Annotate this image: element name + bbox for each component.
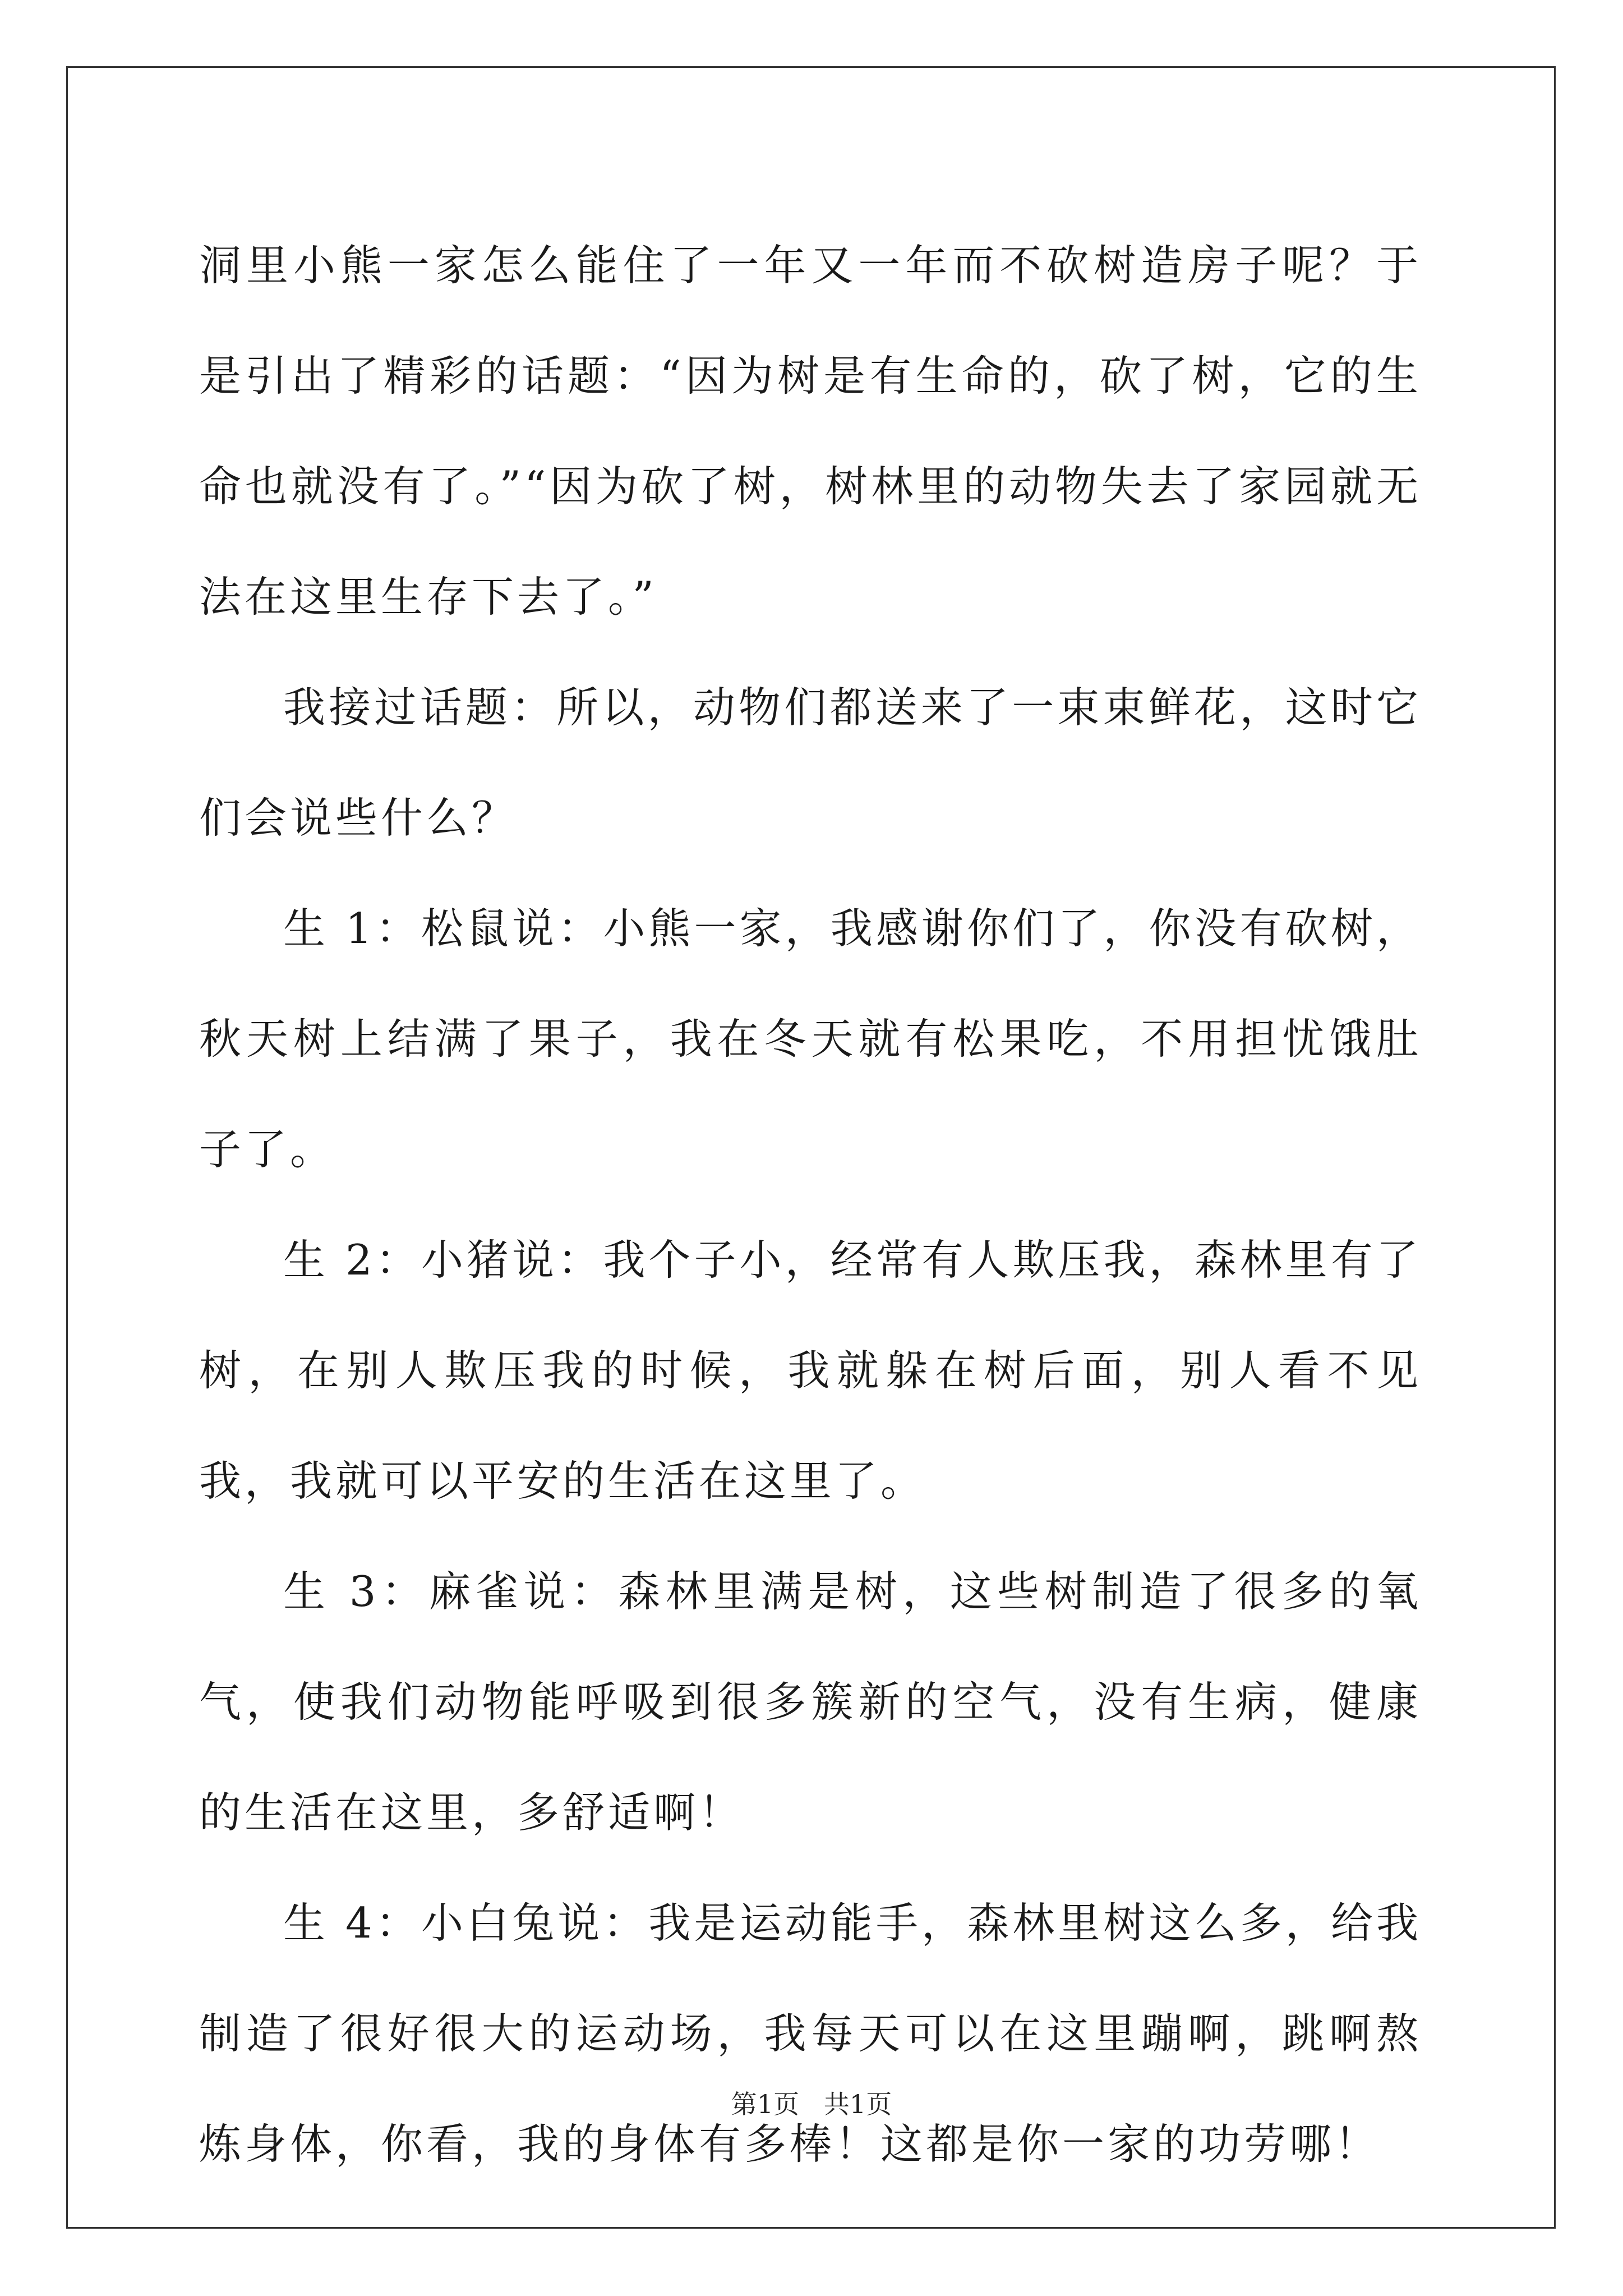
document-body bbox=[199, 210, 1422, 2200]
paragraph-6: 生 4：小白兔说：我是运动能手，森林里树这么多，给我制造了很好很大的运动场，我每天可以在这里蹦啊，跳啊熬炼身体，你看，我的身体有多棒！这都是你一家的功劳哪！ bbox=[199, 1898, 1422, 2169]
paragraph-3: 生 1：松鼠说：小熊一家，我感谢你们了，你没有砍树，秋天树上结满了果子，我在冬天就有松果吃，不用担忧饿肚子了。 bbox=[199, 904, 1422, 1174]
paragraph-5: 生 3：麻雀说：森林里满是树，这些树制造了很多的氧气，使我们动物能呼吸到很多簇新的空气，没有生病，健康的生活在这里，多舒适啊！ bbox=[199, 1567, 1422, 1837]
paragraph-1: 洞里小熊一家怎么能住了一年又一年而不砍树造房子呢？于是引出了精彩的话题：“因为树是有生命的，砍了树，它的生命也就没有了。”“因为砍了树，树林里的动物失去了家园就无法在这里生存下去了。” bbox=[199, 241, 1422, 622]
paragraph-4: 生 2：小猪说：我个子小，经常有人欺压我，森林里有了树，在别人欺压我的时候，我就躲在树后面，别人看不见我，我就可以平安的生活在这里了。 bbox=[199, 1235, 1422, 1506]
page-footer: 第1页 共1页 bbox=[731, 2089, 892, 2119]
paragraph-2: 我接过话题：所以，动物们都送来了一束束鲜花，这时它们会说些什么？ bbox=[199, 683, 1422, 843]
